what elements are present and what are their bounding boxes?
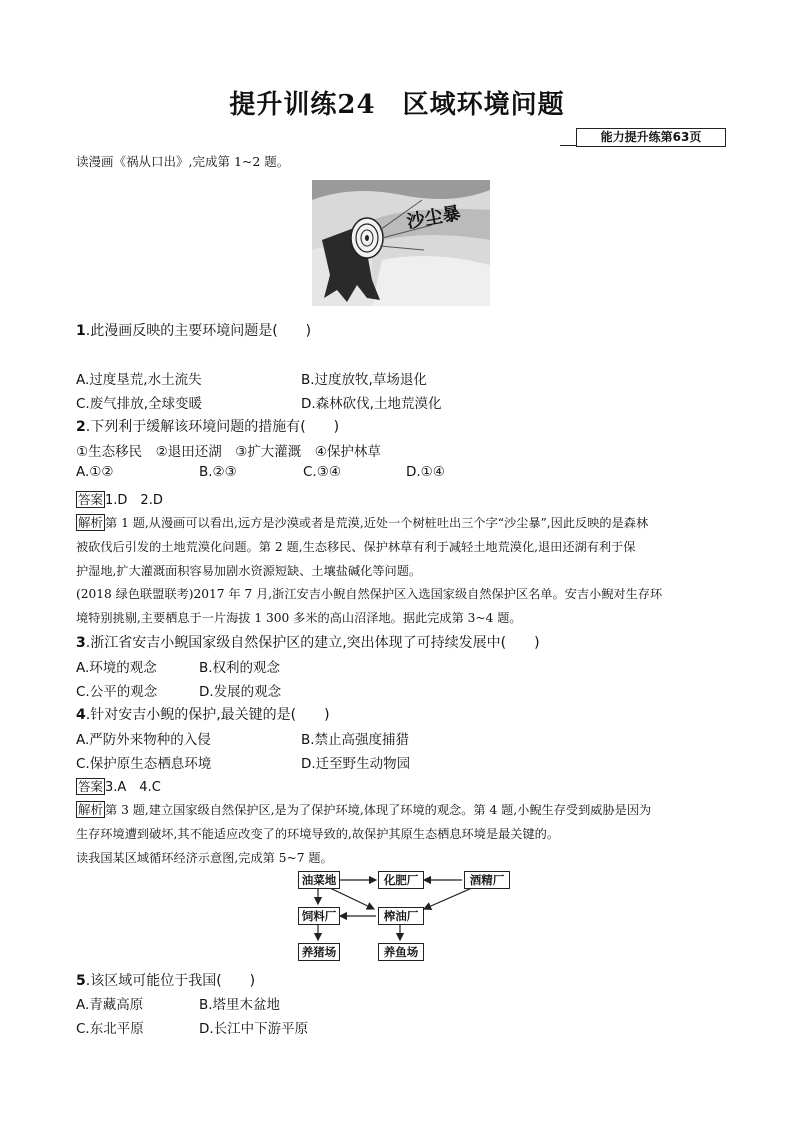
circular-economy-diagram bbox=[290, 866, 516, 966]
question-5-number: 5 bbox=[76, 973, 86, 989]
q5-option-d[interactable]: D.长江中下游平原 bbox=[199, 1021, 309, 1037]
answer-tag: 答案 bbox=[78, 779, 104, 794]
question-1-number: 1 bbox=[76, 323, 86, 339]
question-3-number: 3 bbox=[76, 635, 86, 651]
question-5 bbox=[76, 970, 255, 990]
flow-node-youcai: 油菜地 bbox=[298, 871, 340, 889]
explanation-1-line1: 解析 第 1 题,从漫画可以看出,远方是沙漠或者是荒漠,近处一个树桩吐出三个字“沙尘暴”,因此反映的是森林 bbox=[78, 515, 649, 530]
flow-node-jiujing: 酒精厂 bbox=[464, 871, 510, 889]
explanation-2-line2: 生存环境遭到破坏,其不能适应改变了的环境导致的,故保护其原生态栖息环境是最关键的。 bbox=[76, 827, 560, 841]
q1-option-d[interactable]: D.森林砍伐,土地荒漠化 bbox=[301, 396, 442, 412]
q2-option-a[interactable]: A.①② bbox=[76, 464, 114, 480]
explanation-tag: 解析 bbox=[78, 515, 104, 530]
question-4 bbox=[76, 704, 330, 724]
intro-q3-4-line2: 境特别挑剔,主要栖息于一片海拔 1 300 多米的高山沼泽地。据此完成第 3~4 题。 bbox=[76, 611, 522, 625]
answer-1-2 bbox=[76, 489, 163, 508]
question-2-number: 2 bbox=[76, 419, 86, 435]
q4-option-a[interactable]: A.严防外来物种的入侵 bbox=[76, 732, 211, 748]
q2-option-d[interactable]: D.①④ bbox=[406, 464, 445, 480]
q2-option-c[interactable]: C.③④ bbox=[303, 464, 341, 480]
question-1 bbox=[76, 320, 311, 340]
q1-option-b[interactable]: B.过度放牧,草场退化 bbox=[301, 372, 427, 388]
question-4-text: .针对安吉小鲵的保护,最关键的是( ) bbox=[85, 707, 330, 723]
question-2-text: .下列利于缓解该环境问题的措施有( ) bbox=[85, 419, 340, 435]
q4-option-c[interactable]: C.保护原生态栖息环境 bbox=[76, 756, 212, 772]
explanation-2-line1: 解析 第 3 题,建立国家级自然保护区,是为了保护环境,体现了环境的观念。第 4 题,小鲵生存受到威胁是因为 bbox=[78, 802, 652, 817]
answer-3-4 bbox=[76, 776, 161, 795]
q5-option-b[interactable]: B.塔里木盆地 bbox=[199, 997, 281, 1013]
question-1-text: .此漫画反映的主要环境问题是( ) bbox=[85, 323, 312, 339]
q5-option-a[interactable]: A.青藏高原 bbox=[76, 997, 144, 1013]
q2-measures: ①生态移民 ②退田还湖 ③扩大灌溉 ④保护林草 bbox=[76, 444, 381, 460]
intro-q1-2: 读漫画《祸从口出》,完成第 1~2 题。 bbox=[76, 154, 290, 169]
q4-option-b[interactable]: B.禁止高强度捕猎 bbox=[301, 732, 410, 748]
page-title: 提升训练24 区域环境问题 bbox=[229, 90, 565, 120]
flow-node-huafei: 化肥厂 bbox=[378, 871, 424, 889]
explanation-1-line3: 护湿地,扩大灌溉面积容易加剧水资源短缺、土壤盐碱化等问题。 bbox=[76, 564, 422, 578]
reference-box: 能力提升练第63页 bbox=[576, 128, 726, 147]
cartoon-image bbox=[312, 180, 490, 306]
question-5-text: .该区域可能位于我国( ) bbox=[85, 973, 256, 989]
explanation-1-line2: 被砍伐后引发的土地荒漠化问题。第 2 题,生态移民、保护林草有利于减轻土地荒漠化,退田还湖有利于保 bbox=[76, 540, 636, 554]
question-3 bbox=[76, 632, 540, 652]
q4-option-d[interactable]: D.迁至野生动物园 bbox=[301, 756, 411, 772]
q1-option-c[interactable]: C.废气排放,全球变暖 bbox=[76, 396, 203, 412]
explanation-tag: 解析 bbox=[78, 802, 104, 817]
question-3-text: .浙江省安吉小鲵国家级自然保护区的建立,突出体现了可持续发展中( ) bbox=[85, 635, 540, 651]
q3-option-d[interactable]: D.发展的观念 bbox=[199, 684, 282, 700]
intro-q5-7: 读我国某区域循环经济示意图,完成第 5~7 题。 bbox=[76, 851, 333, 865]
reference-underline bbox=[560, 145, 576, 146]
q5-option-c[interactable]: C.东北平原 bbox=[76, 1021, 144, 1037]
flow-node-yangyu: 养鱼场 bbox=[378, 943, 424, 961]
answer-tag: 答案 bbox=[78, 492, 104, 507]
cartoon-text: 沙尘暴 bbox=[405, 202, 463, 233]
q3-option-b[interactable]: B.权利的观念 bbox=[199, 660, 281, 676]
question-4-number: 4 bbox=[76, 707, 86, 723]
flow-node-zhayou: 榨油厂 bbox=[378, 907, 424, 925]
q3-option-a[interactable]: A.环境的观念 bbox=[76, 660, 157, 676]
q1-option-a[interactable]: A.过度垦荒,水土流失 bbox=[76, 372, 202, 388]
intro-q3-4-line1: (2018 绿色联盟联考)2017 年 7 月,浙江安吉小鲵自然保护区入选国家级自然保护区名单。安吉小鲵对生存环 bbox=[76, 587, 663, 601]
q2-option-b[interactable]: B.②③ bbox=[199, 464, 237, 480]
answer-text: 3.A 4.C bbox=[105, 780, 161, 795]
flow-node-yangzhu: 养猪场 bbox=[298, 943, 340, 961]
flow-node-siliao: 饲料厂 bbox=[298, 907, 340, 925]
question-2 bbox=[76, 416, 339, 436]
answer-text: 1.D 2.D bbox=[105, 493, 163, 508]
q3-option-c[interactable]: C.公平的观念 bbox=[76, 684, 158, 700]
